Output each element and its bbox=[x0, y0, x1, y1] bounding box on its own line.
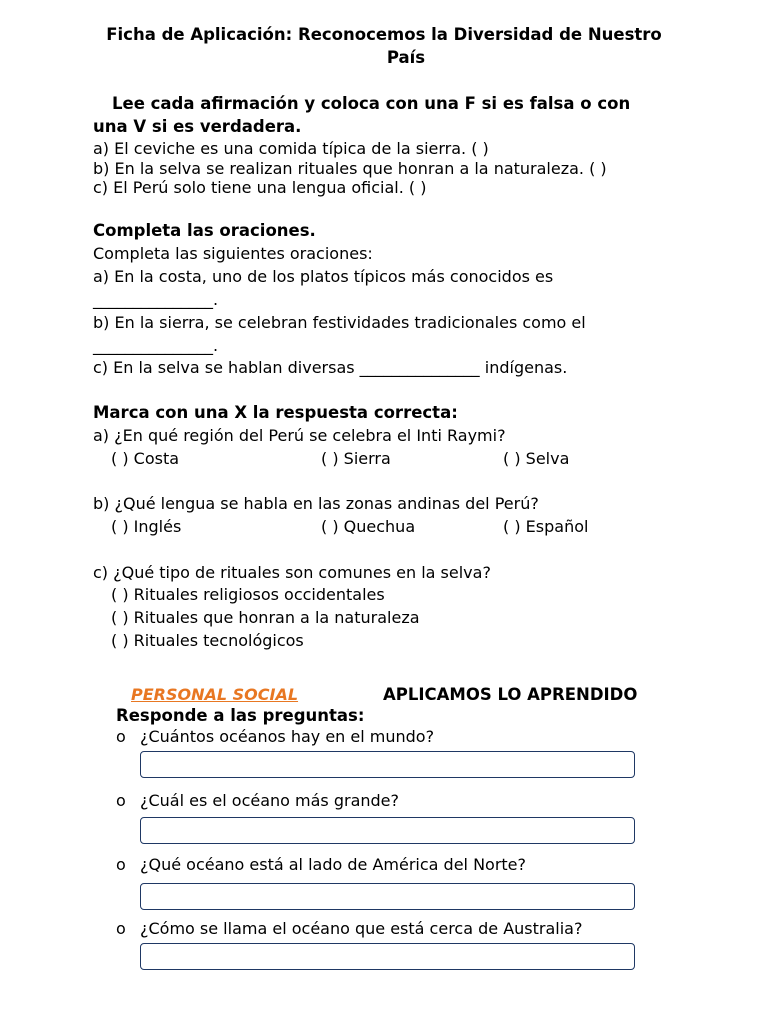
complete-subheading: Completa las siguientes oraciones: bbox=[93, 244, 373, 263]
mc-b-option-espanol[interactable]: ( ) Español bbox=[503, 517, 589, 536]
bullet-icon: o bbox=[116, 791, 126, 810]
complete-item-c: c) En la selva se hablan diversas _______________ indígenas. bbox=[93, 358, 568, 377]
ocean-question-4: ¿Cómo se llama el océano que está cerca de Australia? bbox=[140, 919, 583, 938]
mc-c-option-tecnologicos[interactable]: ( ) Rituales tecnológicos bbox=[111, 631, 304, 650]
respond-instruction: Responde a las preguntas: bbox=[116, 706, 365, 725]
ocean-answer-1-input[interactable] bbox=[140, 751, 635, 778]
tf-instruction-line2: una V si es verdadera. bbox=[93, 117, 302, 136]
mc-a-option-sierra[interactable]: ( ) Sierra bbox=[321, 449, 391, 468]
mc-question-c: c) ¿Qué tipo de rituales son comunes en la selva? bbox=[93, 563, 491, 582]
tf-instruction-line1: Lee cada afirmación y coloca con una F si es falsa o con bbox=[112, 94, 631, 113]
tf-item-c: c) El Perú solo tiene una lengua oficial. ( ) bbox=[93, 178, 427, 197]
mc-c-option-naturaleza[interactable]: ( ) Rituales que honran a la naturaleza bbox=[111, 608, 420, 627]
bullet-icon: o bbox=[116, 919, 126, 938]
ocean-question-3: ¿Qué océano está al lado de América del Norte? bbox=[140, 855, 527, 874]
tf-item-a: a) El ceviche es una comida típica de la sierra. ( ) bbox=[93, 139, 489, 158]
complete-item-b-line1: b) En la sierra, se celebran festividades tradicionales como el bbox=[93, 313, 586, 332]
complete-item-b-blank: _______________. bbox=[93, 336, 219, 355]
ocean-answer-3-input[interactable] bbox=[140, 883, 635, 910]
mc-b-option-quechua[interactable]: ( ) Quechua bbox=[321, 517, 416, 536]
ocean-answer-2-input[interactable] bbox=[140, 817, 635, 844]
complete-item-a-blank: _______________. bbox=[93, 290, 219, 309]
mc-a-option-selva[interactable]: ( ) Selva bbox=[503, 449, 570, 468]
section-title-aplicamos: APLICAMOS LO APRENDIDO bbox=[383, 685, 638, 704]
worksheet-title-line2: País bbox=[386, 48, 426, 67]
worksheet-title-line1: Ficha de Aplicación: Reconocemos la Diversidad de Nuestro bbox=[106, 25, 662, 44]
mc-question-b: b) ¿Qué lengua se habla en las zonas andinas del Perú? bbox=[93, 494, 539, 513]
subject-personal-social: PERSONAL SOCIAL bbox=[131, 685, 299, 704]
complete-item-a-line1: a) En la costa, uno de los platos típicos más conocidos es bbox=[93, 267, 554, 286]
mc-a-option-costa[interactable]: ( ) Costa bbox=[111, 449, 180, 468]
mc-b-option-ingles[interactable]: ( ) Inglés bbox=[111, 517, 182, 536]
bullet-icon: o bbox=[116, 855, 126, 874]
mc-question-a: a) ¿En qué región del Perú se celebra el Inti Raymi? bbox=[93, 426, 506, 445]
mc-heading: Marca con una X la respuesta correcta: bbox=[93, 403, 458, 422]
ocean-answer-4-input[interactable] bbox=[140, 943, 635, 970]
bullet-icon: o bbox=[116, 727, 126, 746]
complete-heading: Completa las oraciones. bbox=[93, 221, 316, 240]
mc-c-option-occidentales[interactable]: ( ) Rituales religiosos occidentales bbox=[111, 585, 385, 604]
ocean-question-1: ¿Cuántos océanos hay en el mundo? bbox=[140, 727, 435, 746]
tf-item-b: b) En la selva se realizan rituales que honran a la naturaleza. ( ) bbox=[93, 159, 607, 178]
ocean-question-2: ¿Cuál es el océano más grande? bbox=[140, 791, 400, 810]
